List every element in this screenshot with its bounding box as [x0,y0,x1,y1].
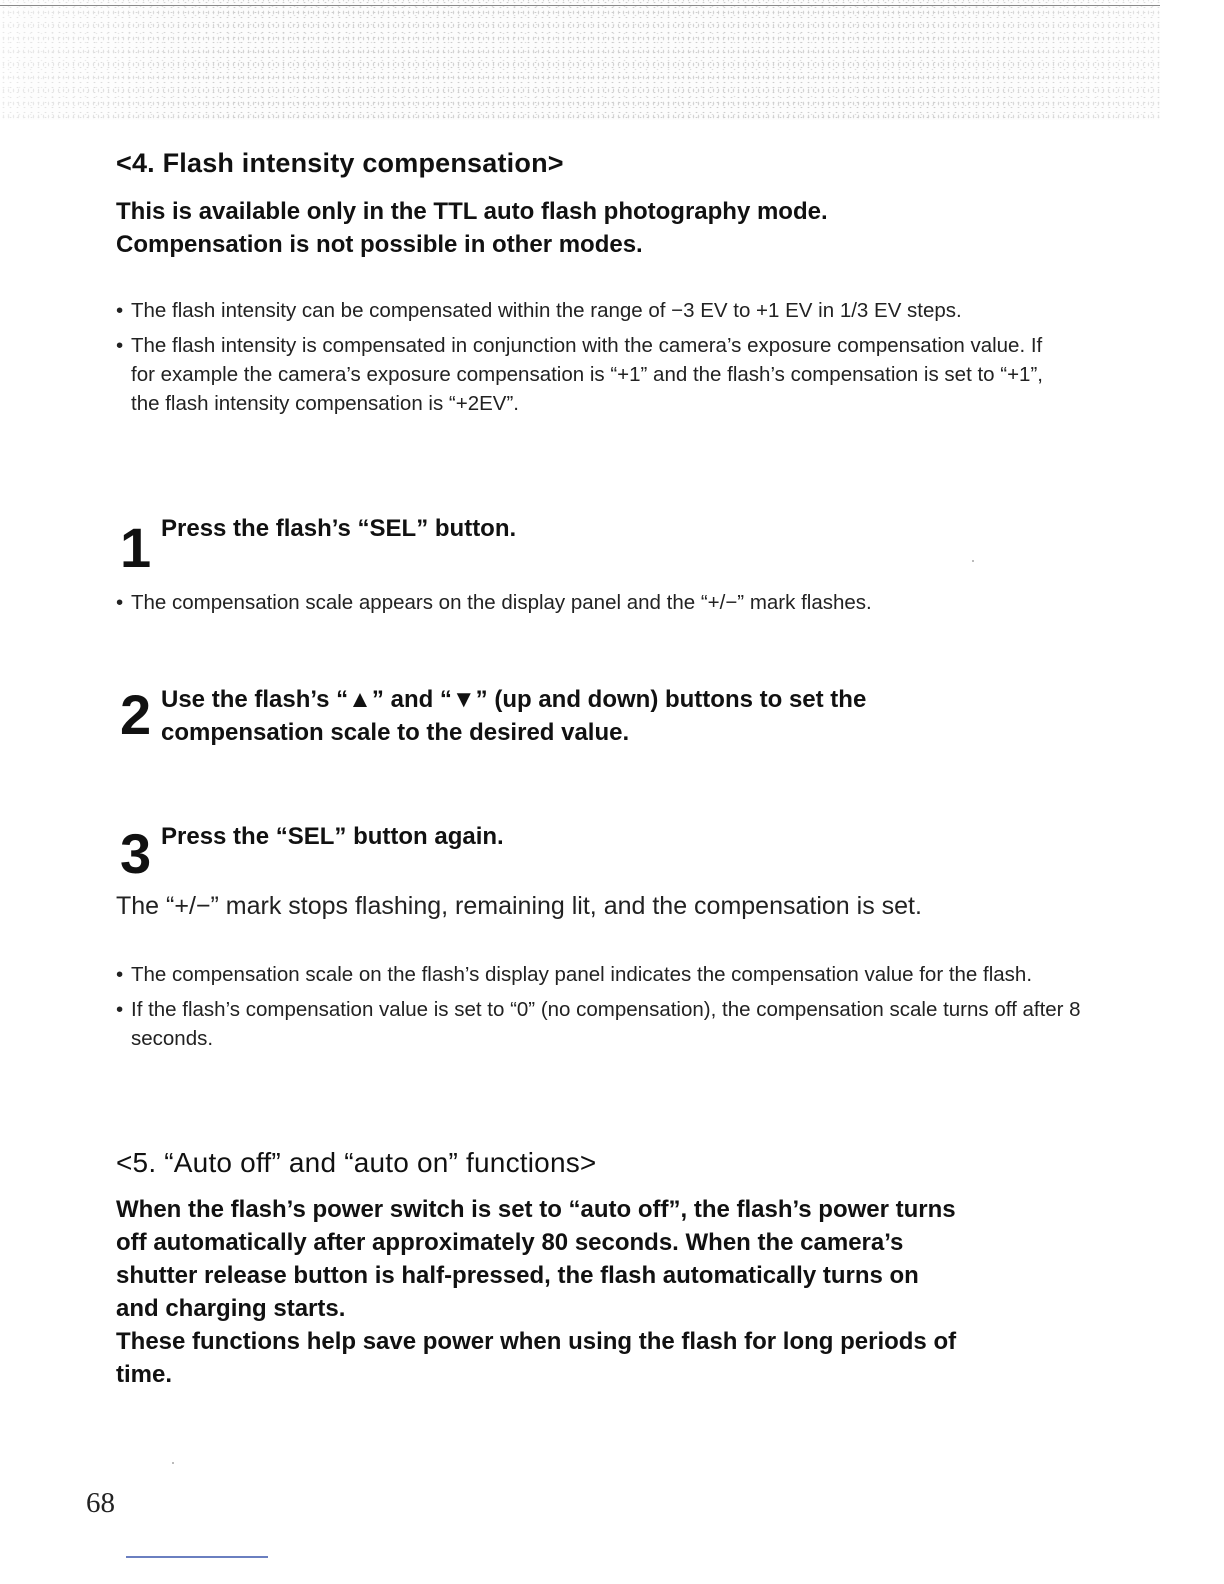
section-5-lead-line: time. [116,1361,173,1388]
step-instruction: Use the flash’s “▲” and “▼” (up and down) buttons to set the compensation scale to the desired value. [161,686,867,746]
step-number: 3 [120,822,152,885]
bullet-item: • The flash intensity is compensated in conjunction with the camera’s exposure compensation value. If for example the camera’s exposure compensation is “+1” and the flash’s compensation is set to “+1”, the flash intensity compensation is “+2EV”. [116,331,1056,418]
section-5-title: <5. “Auto off” and “auto on” functions> [116,1147,597,1178]
section-4-lead [116,195,1106,261]
step-instruction: Press the “SEL” button again. [161,823,504,850]
section-5-lead [116,1193,1106,1391]
step-3-result: The “+/−” mark stops flashing, remaining lit, and the compensation is set. [116,892,922,920]
step-3-notes [116,960,1106,1059]
step-number: 2 [120,683,152,746]
section-5-lead-line: These functions help save power when using the flash for long periods of [116,1328,957,1355]
scan-speck [972,560,974,562]
bullet-item: • The compensation scale appears on the display panel and the “+/−” mark flashes. [116,588,1106,617]
section-5-lead-line: off automatically after approximately 80 seconds. When the camera’s [116,1229,904,1256]
section-4-bullets [116,296,1056,424]
scan-speck [172,1462,174,1464]
bullet-item: • The compensation scale on the flash’s display panel indicates the compensation value for the flash. [116,960,1106,989]
step-1-notes [116,588,1106,623]
page-number: 68 [86,1487,115,1519]
section-4-title: <4. Flash intensity compensation> [116,148,564,178]
header-fade [0,0,1160,120]
section-4-lead-line: Compensation is not possible in other modes. [116,231,643,258]
section-5-lead-line: and charging starts. [116,1295,346,1322]
section-4-lead-line: This is available only in the TTL auto flash photography mode. [116,198,828,225]
bullet-item: • The flash intensity can be compensated within the range of −3 EV to +1 EV in 1/3 EV steps. [116,296,1056,325]
step-number: 1 [120,516,152,579]
bullet-item: • If the flash’s compensation value is set to “0” (no compensation), the compensation scale turns off after 8 seconds. [116,995,1106,1053]
step-instruction: Press the flash’s “SEL” button. [161,515,517,542]
section-5-lead-line: shutter release button is half-pressed, the flash automatically turns on [116,1262,919,1289]
footer-rule [126,1556,268,1558]
section-5-lead-line: When the flash’s power switch is set to “auto off”, the flash’s power turns [116,1196,956,1223]
header-rule [0,5,1160,6]
